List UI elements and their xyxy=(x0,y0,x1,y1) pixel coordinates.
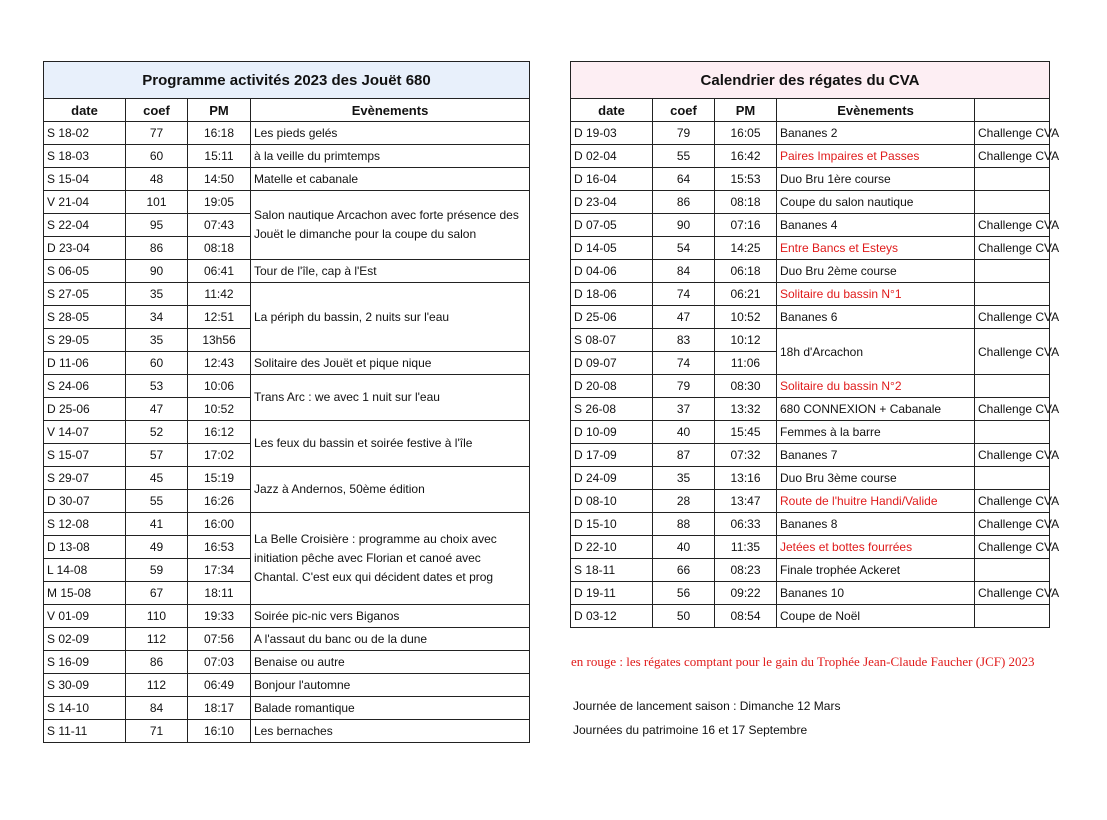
coef-cell: 71 xyxy=(126,720,188,743)
table-row xyxy=(571,559,1050,582)
coef-cell: 95 xyxy=(126,214,188,237)
event-cell: Salon nautique Arcachon avec forte présence des Jouët le dimanche pour la coupe du salon xyxy=(251,191,530,260)
date-cell: S 18-03 xyxy=(44,145,126,168)
pm-cell: 06:41 xyxy=(188,260,251,283)
coef-cell: 35 xyxy=(653,467,715,490)
coef-cell: 28 xyxy=(653,490,715,513)
table-row xyxy=(571,490,1050,513)
activities-table xyxy=(43,61,530,743)
coef-cell: 90 xyxy=(653,214,715,237)
pm-cell: 15:53 xyxy=(715,168,777,191)
date-cell: D 19-03 xyxy=(571,122,653,145)
coef-cell: 84 xyxy=(126,697,188,720)
coef-cell: 37 xyxy=(653,398,715,421)
coef-cell: 66 xyxy=(653,559,715,582)
challenge-cell xyxy=(975,375,1050,398)
challenge-cell: Challenge CVA xyxy=(975,490,1050,513)
header-coef: coef xyxy=(653,99,715,122)
event-cell: Route de l'huitre Handi/Valide xyxy=(777,490,975,513)
date-cell: D 23-04 xyxy=(44,237,126,260)
challenge-cell xyxy=(975,168,1050,191)
pm-cell: 14:50 xyxy=(188,168,251,191)
event-cell: Paires Impaires et Passes xyxy=(777,145,975,168)
date-cell: S 11-11 xyxy=(44,720,126,743)
date-cell: S 18-11 xyxy=(571,559,653,582)
table-row xyxy=(571,145,1050,168)
challenge-cell: Challenge CVA xyxy=(975,513,1050,536)
coef-cell: 48 xyxy=(126,168,188,191)
table-row xyxy=(44,168,530,191)
event-cell: Tour de l'île, cap à l'Est xyxy=(251,260,530,283)
pm-cell: 17:34 xyxy=(188,559,251,582)
table-row xyxy=(571,283,1050,306)
table-row xyxy=(44,697,530,720)
coef-cell: 74 xyxy=(653,352,715,375)
coef-cell: 79 xyxy=(653,122,715,145)
event-cell: Bananes 2 xyxy=(777,122,975,145)
date-cell: D 24-09 xyxy=(571,467,653,490)
date-cell: D 10-09 xyxy=(571,421,653,444)
pm-cell: 08:18 xyxy=(715,191,777,214)
pm-cell: 19:33 xyxy=(188,605,251,628)
pm-cell: 16:12 xyxy=(188,421,251,444)
event-cell: Balade romantique xyxy=(251,697,530,720)
event-cell: 680 CONNEXION + Cabanale xyxy=(777,398,975,421)
date-cell: D 03-12 xyxy=(571,605,653,628)
launch-day-note: Journée de lancement saison : Dimanche 12 Mars xyxy=(573,699,841,713)
pm-cell: 13:16 xyxy=(715,467,777,490)
table-row xyxy=(571,122,1050,145)
table-row xyxy=(44,605,530,628)
event-cell: Trans Arc : we avec 1 nuit sur l'eau xyxy=(251,375,530,421)
event-cell: Benaise ou autre xyxy=(251,651,530,674)
pm-cell: 19:05 xyxy=(188,191,251,214)
coef-cell: 59 xyxy=(126,559,188,582)
coef-cell: 60 xyxy=(126,352,188,375)
date-cell: D 25-06 xyxy=(44,398,126,421)
coef-cell: 112 xyxy=(126,674,188,697)
coef-cell: 86 xyxy=(126,237,188,260)
regattas-body xyxy=(571,122,1060,628)
table-row xyxy=(571,237,1050,260)
date-cell: S 16-09 xyxy=(44,651,126,674)
date-cell: D 23-04 xyxy=(571,191,653,214)
challenge-cell: Challenge CVA xyxy=(975,237,1050,260)
coef-cell: 52 xyxy=(126,421,188,444)
event-cell: à la veille du primtemps xyxy=(251,145,530,168)
coef-cell: 79 xyxy=(653,375,715,398)
coef-cell: 86 xyxy=(653,191,715,214)
pm-cell: 10:52 xyxy=(188,398,251,421)
pm-cell: 06:21 xyxy=(715,283,777,306)
event-cell: Bananes 10 xyxy=(777,582,975,605)
pm-cell: 10:06 xyxy=(188,375,251,398)
table-row xyxy=(571,421,1050,444)
table-row xyxy=(44,720,530,743)
header-events: Evènements xyxy=(251,99,530,122)
date-cell: D 16-04 xyxy=(571,168,653,191)
pm-cell: 06:49 xyxy=(188,674,251,697)
date-cell: D 25-06 xyxy=(571,306,653,329)
pm-cell: 06:33 xyxy=(715,513,777,536)
pm-cell: 18:11 xyxy=(188,582,251,605)
event-cell: Coupe de Noël xyxy=(777,605,975,628)
event-cell: Solitaire des Jouët et pique nique xyxy=(251,352,530,375)
date-cell: D 07-05 xyxy=(571,214,653,237)
date-cell: S 06-05 xyxy=(44,260,126,283)
pm-cell: 07:43 xyxy=(188,214,251,237)
date-cell: S 29-05 xyxy=(44,329,126,352)
table-row xyxy=(44,628,530,651)
header-coef: coef xyxy=(126,99,188,122)
pm-cell: 14:25 xyxy=(715,237,777,260)
coef-cell: 45 xyxy=(126,467,188,490)
date-cell: D 04-06 xyxy=(571,260,653,283)
event-cell: Bananes 7 xyxy=(777,444,975,467)
event-cell: Solitaire du bassin N°2 xyxy=(777,375,975,398)
date-cell: V 01-09 xyxy=(44,605,126,628)
coef-cell: 83 xyxy=(653,329,715,352)
header-pm: PM xyxy=(715,99,777,122)
challenge-cell: Challenge CVA xyxy=(975,122,1050,145)
pm-cell: 11:35 xyxy=(715,536,777,559)
pm-cell: 07:32 xyxy=(715,444,777,467)
header-date: date xyxy=(44,99,126,122)
table-row xyxy=(571,191,1050,214)
coef-cell: 67 xyxy=(126,582,188,605)
table-row xyxy=(571,306,1050,329)
pm-cell: 13:32 xyxy=(715,398,777,421)
pm-cell: 15:11 xyxy=(188,145,251,168)
coef-cell: 40 xyxy=(653,536,715,559)
coef-cell: 88 xyxy=(653,513,715,536)
coef-cell: 90 xyxy=(126,260,188,283)
date-cell: S 26-08 xyxy=(571,398,653,421)
challenge-cell: Challenge CVA xyxy=(975,582,1050,605)
date-cell: V 14-07 xyxy=(44,421,126,444)
table-row xyxy=(44,651,530,674)
date-cell: S 29-07 xyxy=(44,467,126,490)
date-cell: V 21-04 xyxy=(44,191,126,214)
challenge-cell: Challenge CVA xyxy=(975,398,1050,421)
date-cell: S 08-07 xyxy=(571,329,653,352)
pm-cell: 17:02 xyxy=(188,444,251,467)
red-legend-note: en rouge : les régates comptant pour le gain du Trophée Jean-Claude Faucher (JCF) 2023 xyxy=(571,654,1035,669)
pm-cell: 16:42 xyxy=(715,145,777,168)
challenge-cell: Challenge CVA xyxy=(975,329,1050,375)
challenge-cell: Challenge CVA xyxy=(975,145,1050,168)
pm-cell: 15:19 xyxy=(188,467,251,490)
date-cell: D 13-08 xyxy=(44,536,126,559)
date-cell: S 15-04 xyxy=(44,168,126,191)
header-pm: PM xyxy=(188,99,251,122)
date-cell: S 27-05 xyxy=(44,283,126,306)
event-cell: Solitaire du bassin N°1 xyxy=(777,283,975,306)
coef-cell: 47 xyxy=(653,306,715,329)
event-cell: A l'assaut du banc ou de la dune xyxy=(251,628,530,651)
event-cell: Jazz à Andernos, 50ème édition xyxy=(251,467,530,513)
challenge-cell: Challenge CVA xyxy=(975,536,1050,559)
coef-cell: 74 xyxy=(653,283,715,306)
event-cell: Femmes à la barre xyxy=(777,421,975,444)
pm-cell: 16:53 xyxy=(188,536,251,559)
event-cell: La périph du bassin, 2 nuits sur l'eau xyxy=(251,283,530,352)
pm-cell: 08:54 xyxy=(715,605,777,628)
coef-cell: 101 xyxy=(126,191,188,214)
header-extra xyxy=(975,99,1050,122)
date-cell: D 15-10 xyxy=(571,513,653,536)
pm-cell: 06:18 xyxy=(715,260,777,283)
coef-cell: 77 xyxy=(126,122,188,145)
event-cell: Jetées et bottes fourrées xyxy=(777,536,975,559)
date-cell: D 09-07 xyxy=(571,352,653,375)
event-cell: Les feux du bassin et soirée festive à l'île xyxy=(251,421,530,467)
table-row xyxy=(571,168,1050,191)
event-cell: Bonjour l'automne xyxy=(251,674,530,697)
pm-cell: 12:43 xyxy=(188,352,251,375)
header-date: date xyxy=(571,99,653,122)
coef-cell: 35 xyxy=(126,329,188,352)
table-row xyxy=(571,329,1050,352)
date-cell: D 08-10 xyxy=(571,490,653,513)
activities-body xyxy=(44,122,530,743)
date-cell: M 15-08 xyxy=(44,582,126,605)
table-row xyxy=(44,122,530,145)
event-cell: Bananes 8 xyxy=(777,513,975,536)
date-cell: S 24-06 xyxy=(44,375,126,398)
coef-cell: 87 xyxy=(653,444,715,467)
date-cell: S 22-04 xyxy=(44,214,126,237)
pm-cell: 09:22 xyxy=(715,582,777,605)
challenge-cell xyxy=(975,605,1050,628)
date-cell: S 02-09 xyxy=(44,628,126,651)
coef-cell: 53 xyxy=(126,375,188,398)
table-row xyxy=(44,145,530,168)
challenge-cell xyxy=(975,283,1050,306)
date-cell: S 15-07 xyxy=(44,444,126,467)
coef-cell: 110 xyxy=(126,605,188,628)
event-cell: Matelle et cabanale xyxy=(251,168,530,191)
regattas-table xyxy=(570,61,1060,628)
table-row xyxy=(571,467,1050,490)
event-cell: Bananes 6 xyxy=(777,306,975,329)
date-cell: D 18-06 xyxy=(571,283,653,306)
date-cell: S 30-09 xyxy=(44,674,126,697)
pm-cell: 08:23 xyxy=(715,559,777,582)
table-row xyxy=(571,444,1050,467)
table-row xyxy=(571,582,1050,605)
event-cell: Duo Bru 3ème course xyxy=(777,467,975,490)
table-row xyxy=(44,283,530,306)
pm-cell: 15:45 xyxy=(715,421,777,444)
date-cell: D 02-04 xyxy=(571,145,653,168)
challenge-cell: Challenge CVA xyxy=(975,444,1050,467)
table-row xyxy=(571,375,1050,398)
header-events: Evènements xyxy=(777,99,975,122)
table-row xyxy=(44,421,530,444)
table-row xyxy=(571,536,1050,559)
pm-cell: 08:18 xyxy=(188,237,251,260)
challenge-cell xyxy=(975,421,1050,444)
date-cell: D 19-11 xyxy=(571,582,653,605)
table-row xyxy=(44,191,530,214)
coef-cell: 40 xyxy=(653,421,715,444)
event-cell: Entre Bancs et Esteys xyxy=(777,237,975,260)
pm-cell: 13h56 xyxy=(188,329,251,352)
pm-cell: 16:18 xyxy=(188,122,251,145)
event-cell: Duo Bru 1ère course xyxy=(777,168,975,191)
pm-cell: 16:26 xyxy=(188,490,251,513)
coef-cell: 64 xyxy=(653,168,715,191)
table-row xyxy=(571,513,1050,536)
event-cell: Soirée pic-nic vers Biganos xyxy=(251,605,530,628)
table-row xyxy=(571,214,1050,237)
regattas-title: Calendrier des régates du CVA xyxy=(571,62,1050,99)
coef-cell: 41 xyxy=(126,513,188,536)
event-cell: Duo Bru 2ème course xyxy=(777,260,975,283)
pm-cell: 11:42 xyxy=(188,283,251,306)
coef-cell: 55 xyxy=(653,145,715,168)
event-cell: 18h d'Arcachon xyxy=(777,329,975,375)
coef-cell: 56 xyxy=(653,582,715,605)
event-cell: La Belle Croisière : programme au choix avec initiation pêche avec Florian et canoé avec Chantal. C'est eux qui décident dates et prog xyxy=(251,513,530,605)
table-row xyxy=(44,513,530,536)
heritage-days-note: Journées du patrimoine 16 et 17 Septembre xyxy=(573,723,808,737)
pm-cell: 10:12 xyxy=(715,329,777,352)
table-row xyxy=(571,398,1050,421)
table-row xyxy=(571,605,1050,628)
table-row xyxy=(44,674,530,697)
event-cell: Bananes 4 xyxy=(777,214,975,237)
coef-cell: 35 xyxy=(126,283,188,306)
event-cell: Coupe du salon nautique xyxy=(777,191,975,214)
coef-cell: 86 xyxy=(126,651,188,674)
pm-cell: 16:05 xyxy=(715,122,777,145)
coef-cell: 112 xyxy=(126,628,188,651)
coef-cell: 60 xyxy=(126,145,188,168)
pm-cell: 13:47 xyxy=(715,490,777,513)
table-row xyxy=(571,260,1050,283)
coef-cell: 49 xyxy=(126,536,188,559)
date-cell: D 30-07 xyxy=(44,490,126,513)
coef-cell: 84 xyxy=(653,260,715,283)
date-cell: S 28-05 xyxy=(44,306,126,329)
activities-title: Programme activités 2023 des Jouët 680 xyxy=(44,62,530,99)
table-row xyxy=(44,352,530,375)
date-cell: D 17-09 xyxy=(571,444,653,467)
pm-cell: 11:06 xyxy=(715,352,777,375)
challenge-cell: Challenge CVA xyxy=(975,306,1050,329)
date-cell: L 14-08 xyxy=(44,559,126,582)
event-cell: Les pieds gelés xyxy=(251,122,530,145)
challenge-cell xyxy=(975,191,1050,214)
pm-cell: 07:56 xyxy=(188,628,251,651)
challenge-cell xyxy=(975,559,1050,582)
date-cell: D 22-10 xyxy=(571,536,653,559)
pm-cell: 12:51 xyxy=(188,306,251,329)
coef-cell: 54 xyxy=(653,237,715,260)
challenge-cell xyxy=(975,260,1050,283)
pm-cell: 07:16 xyxy=(715,214,777,237)
date-cell: D 11-06 xyxy=(44,352,126,375)
pm-cell: 16:10 xyxy=(188,720,251,743)
pm-cell: 08:30 xyxy=(715,375,777,398)
coef-cell: 34 xyxy=(126,306,188,329)
coef-cell: 55 xyxy=(126,490,188,513)
pm-cell: 18:17 xyxy=(188,697,251,720)
date-cell: S 12-08 xyxy=(44,513,126,536)
pm-cell: 07:03 xyxy=(188,651,251,674)
date-cell: S 18-02 xyxy=(44,122,126,145)
coef-cell: 47 xyxy=(126,398,188,421)
pm-cell: 10:52 xyxy=(715,306,777,329)
table-row xyxy=(44,260,530,283)
table-row xyxy=(44,375,530,398)
coef-cell: 57 xyxy=(126,444,188,467)
date-cell: S 14-10 xyxy=(44,697,126,720)
coef-cell: 50 xyxy=(653,605,715,628)
event-cell: Les bernaches xyxy=(251,720,530,743)
challenge-cell xyxy=(975,467,1050,490)
date-cell: D 14-05 xyxy=(571,237,653,260)
table-row xyxy=(44,467,530,490)
challenge-cell: Challenge CVA xyxy=(975,214,1050,237)
pm-cell: 16:00 xyxy=(188,513,251,536)
date-cell: D 20-08 xyxy=(571,375,653,398)
event-cell: Finale trophée Ackeret xyxy=(777,559,975,582)
